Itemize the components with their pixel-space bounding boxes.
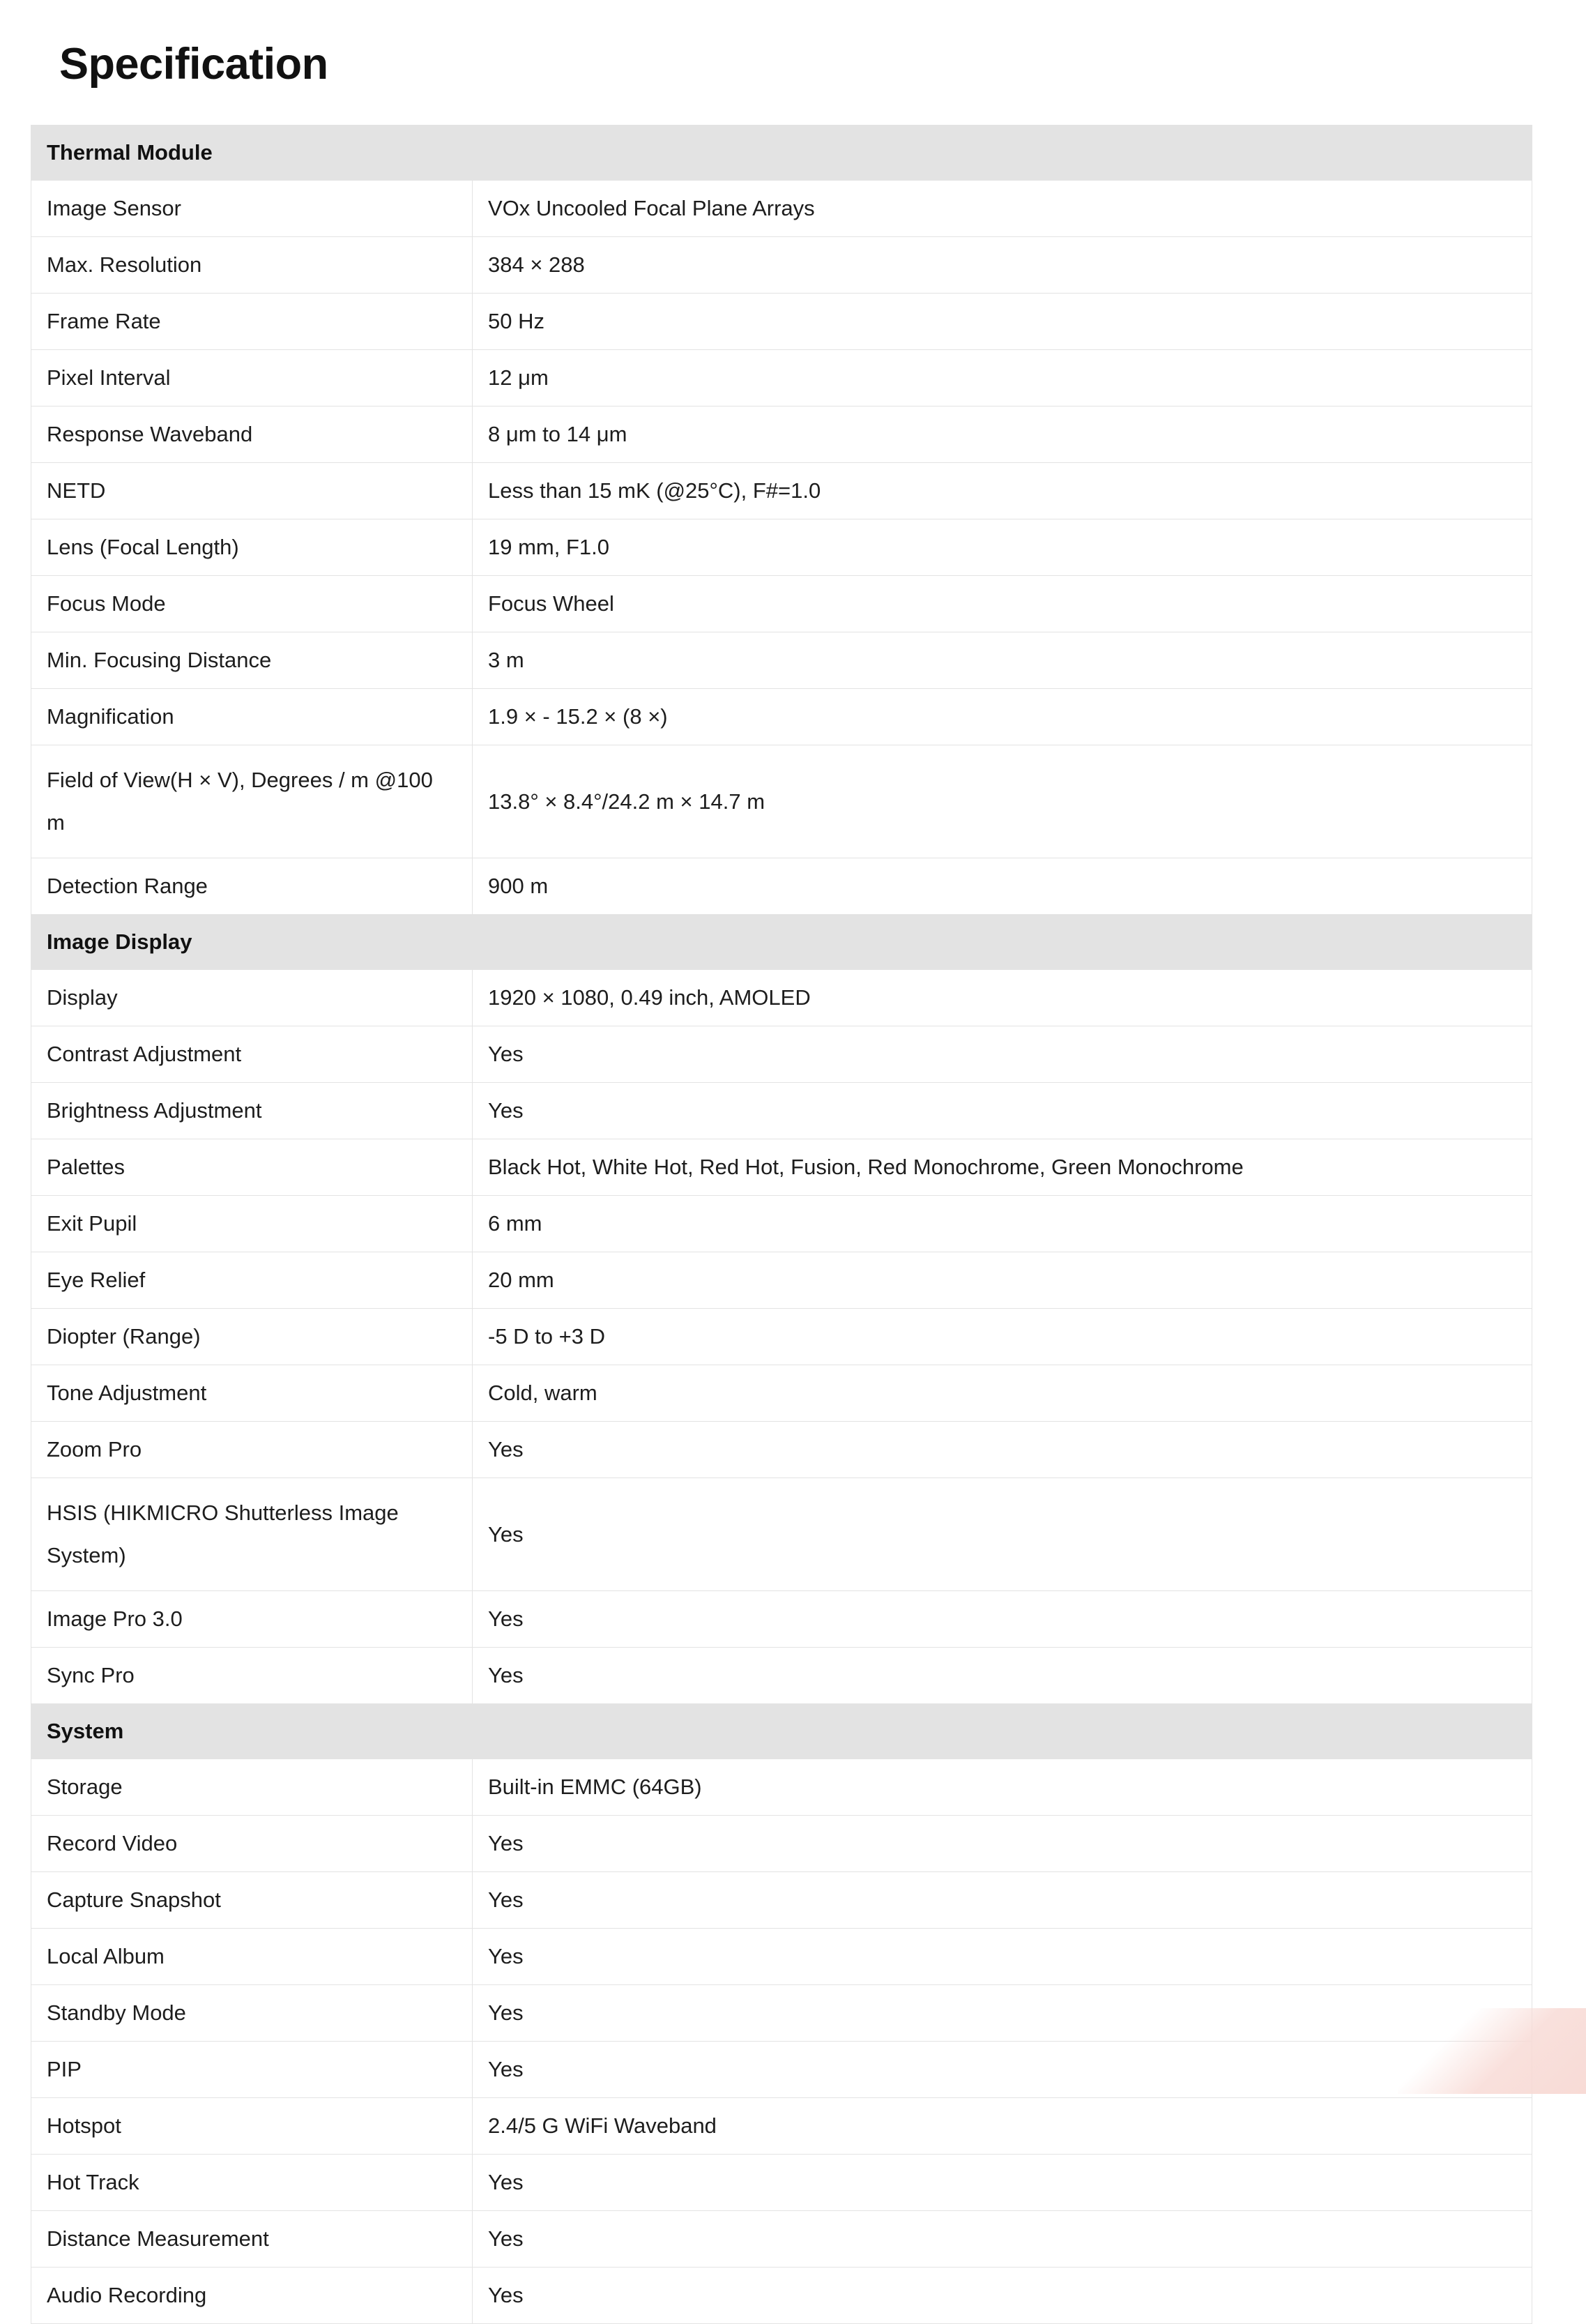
- spec-value: 1920 × 1080, 0.49 inch, AMOLED: [473, 970, 1532, 1026]
- spec-value: Yes: [473, 1083, 1532, 1139]
- spec-value: Focus Wheel: [473, 576, 1532, 632]
- table-row: [31, 1365, 1532, 1422]
- specification-table: [31, 125, 1532, 2324]
- spec-value: Yes: [473, 1591, 1532, 1648]
- table-row: [31, 1985, 1532, 2042]
- spec-value: Black Hot, White Hot, Red Hot, Fusion, Red Monochrome, Green Monochrome: [473, 1139, 1532, 1196]
- table-row: [31, 1478, 1532, 1591]
- table-row: [31, 858, 1532, 915]
- table-row: [31, 2098, 1532, 2155]
- table-row: [31, 237, 1532, 294]
- table-row: [31, 463, 1532, 519]
- spec-label: Tone Adjustment: [31, 1365, 473, 1422]
- spec-label: NETD: [31, 463, 473, 519]
- spec-label: Contrast Adjustment: [31, 1026, 473, 1083]
- spec-value: VOx Uncooled Focal Plane Arrays: [473, 181, 1532, 237]
- spec-label: Exit Pupil: [31, 1196, 473, 1252]
- spec-label: Response Waveband: [31, 407, 473, 463]
- spec-value: 8 μm to 14 μm: [473, 407, 1532, 463]
- spec-label: Image Sensor: [31, 181, 473, 237]
- spec-label: Storage: [31, 1759, 473, 1816]
- spec-label: Hot Track: [31, 2155, 473, 2211]
- spec-value: Yes: [473, 1929, 1532, 1985]
- page-title: Specification: [59, 40, 328, 89]
- table-row: [31, 350, 1532, 407]
- spec-value: Yes: [473, 1478, 1532, 1591]
- section-header-row: [31, 126, 1532, 181]
- spec-value: Yes: [473, 2268, 1532, 2324]
- table-row: [31, 181, 1532, 237]
- spec-value: Yes: [473, 1648, 1532, 1704]
- spec-value: 900 m: [473, 858, 1532, 915]
- spec-value: Yes: [473, 2155, 1532, 2211]
- spec-value: 12 μm: [473, 350, 1532, 407]
- spec-value: Yes: [473, 1872, 1532, 1929]
- spec-label: Zoom Pro: [31, 1422, 473, 1478]
- spec-label: Brightness Adjustment: [31, 1083, 473, 1139]
- spec-label: Detection Range: [31, 858, 473, 915]
- spec-label: Distance Measurement: [31, 2211, 473, 2268]
- table-row: [31, 632, 1532, 689]
- spec-label: Focus Mode: [31, 576, 473, 632]
- spec-label: PIP: [31, 2042, 473, 2098]
- table-row: [31, 1591, 1532, 1648]
- table-row: [31, 745, 1532, 858]
- spec-value: 6 mm: [473, 1196, 1532, 1252]
- spec-label: Image Pro 3.0: [31, 1591, 473, 1648]
- spec-value: 13.8° × 8.4°/24.2 m × 14.7 m: [473, 745, 1532, 858]
- table-row: [31, 1083, 1532, 1139]
- spec-label: Palettes: [31, 1139, 473, 1196]
- table-row: [31, 2268, 1532, 2324]
- table-row: [31, 1816, 1532, 1872]
- table-row: [31, 1026, 1532, 1083]
- spec-label: Audio Recording: [31, 2268, 473, 2324]
- table-row: [31, 689, 1532, 745]
- section-header-row: [31, 1704, 1532, 1759]
- specification-table-body: [31, 126, 1532, 2324]
- spec-label: Sync Pro: [31, 1648, 473, 1704]
- section-header-label: Thermal Module: [31, 126, 1532, 181]
- spec-label: Max. Resolution: [31, 237, 473, 294]
- spec-value: -5 D to +3 D: [473, 1309, 1532, 1365]
- table-row: [31, 519, 1532, 576]
- spec-label: Local Album: [31, 1929, 473, 1985]
- spec-value: Yes: [473, 1422, 1532, 1478]
- spec-label: Frame Rate: [31, 294, 473, 350]
- spec-value: 20 mm: [473, 1252, 1532, 1309]
- spec-value: 1.9 × - 15.2 × (8 ×): [473, 689, 1532, 745]
- spec-value: 50 Hz: [473, 294, 1532, 350]
- spec-label: Record Video: [31, 1816, 473, 1872]
- spec-value: 19 mm, F1.0: [473, 519, 1532, 576]
- spec-label: Capture Snapshot: [31, 1872, 473, 1929]
- spec-value: Yes: [473, 1816, 1532, 1872]
- spec-label: Standby Mode: [31, 1985, 473, 2042]
- table-row: [31, 1929, 1532, 1985]
- spec-label: Min. Focusing Distance: [31, 632, 473, 689]
- spec-label: Lens (Focal Length): [31, 519, 473, 576]
- spec-label: Magnification: [31, 689, 473, 745]
- table-row: [31, 2155, 1532, 2211]
- table-row: [31, 1422, 1532, 1478]
- spec-label: Hotspot: [31, 2098, 473, 2155]
- section-header-label: Image Display: [31, 915, 1532, 970]
- table-row: [31, 1872, 1532, 1929]
- spec-value: Yes: [473, 1985, 1532, 2042]
- table-row: [31, 407, 1532, 463]
- spec-value: Yes: [473, 2042, 1532, 2098]
- spec-value: Cold, warm: [473, 1365, 1532, 1422]
- table-row: [31, 1648, 1532, 1704]
- table-row: [31, 1196, 1532, 1252]
- table-row: [31, 970, 1532, 1026]
- spec-label: Eye Relief: [31, 1252, 473, 1309]
- table-row: [31, 1759, 1532, 1816]
- spec-value: Yes: [473, 1026, 1532, 1083]
- table-row: [31, 2211, 1532, 2268]
- spec-label: Diopter (Range): [31, 1309, 473, 1365]
- table-row: [31, 1252, 1532, 1309]
- table-row: [31, 2042, 1532, 2098]
- spec-value: Built-in EMMC (64GB): [473, 1759, 1532, 1816]
- section-header-label: System: [31, 1704, 1532, 1759]
- table-row: [31, 294, 1532, 350]
- table-row: [31, 1309, 1532, 1365]
- table-row: [31, 1139, 1532, 1196]
- section-header-row: [31, 915, 1532, 970]
- table-row: [31, 576, 1532, 632]
- spec-value: 384 × 288: [473, 237, 1532, 294]
- spec-value: 3 m: [473, 632, 1532, 689]
- spec-label: Display: [31, 970, 473, 1026]
- spec-value: Yes: [473, 2211, 1532, 2268]
- spec-label: HSIS (HIKMICRO Shutterless Image System): [31, 1478, 473, 1591]
- spec-value: 2.4/5 G WiFi Waveband: [473, 2098, 1532, 2155]
- spec-value: Less than 15 mK (@25°C), F#=1.0: [473, 463, 1532, 519]
- spec-label: Field of View(H × V), Degrees / m @100 m: [31, 745, 473, 858]
- spec-label: Pixel Interval: [31, 350, 473, 407]
